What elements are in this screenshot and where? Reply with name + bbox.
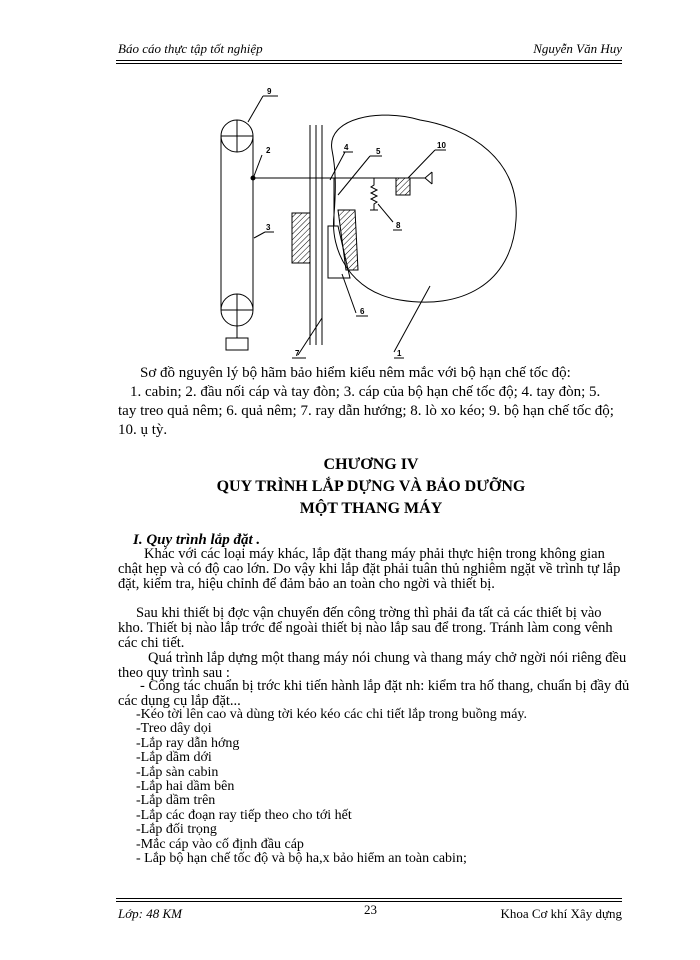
section-heading: I. Quy trình lắp đặt . bbox=[133, 532, 261, 548]
list-item: -Lắp sàn cabin bbox=[136, 764, 219, 780]
label-3: 3 bbox=[266, 223, 271, 232]
label-7: 7 bbox=[295, 349, 300, 358]
header-right: Nguyễn Văn Huy bbox=[533, 41, 622, 56]
label-5: 5 bbox=[376, 147, 381, 156]
list-item: -Lắp các đoạn ray tiếp theo cho tới hết bbox=[136, 807, 352, 823]
list-item: -Lắp hai dầm bên bbox=[136, 779, 235, 795]
caption-legend: 1. cabin; 2. đầu nối cáp và tay đòn; 3. cáp của bộ hạn chế tốc độ; 4. tay đòn; 5. tay treo quả nêm; 6. quả nêm; 7. ray dẫn hướng; 8. lò xo kéo; 9. bộ hạn chế tốc độ; 10. ụ tỳ. bbox=[118, 384, 614, 438]
list-item: -Lắp đối trọng bbox=[136, 822, 217, 838]
label-4: 4 bbox=[344, 143, 349, 152]
chapter-number: CHƯƠNG IV bbox=[323, 456, 419, 473]
chapter-title-line-1: QUY TRÌNH LẮP DỰNG VÀ BẢO DƯỠNG bbox=[216, 478, 526, 495]
label-10: 10 bbox=[437, 141, 446, 150]
footer-rule bbox=[116, 898, 622, 899]
paragraph-1: Khác với các loại máy khác, lắp đặt thang máy phải thực hiện trong không gian chật hẹp và có độ cao lớn. Do vậy khi lắp đặt phải tuân thủ nghiêm ngặt về trình tự lắp đặt, kiểm tra, hiệu chỉnh để đảm bảo an toàn cho ngời và thiết bị. bbox=[118, 546, 621, 592]
label-9: 9 bbox=[267, 87, 272, 96]
list-item: - Lắp bộ hạn chế tốc độ và bộ ha,x bảo hiểm an toàn cabin; bbox=[136, 851, 467, 867]
safety-brake-diagram bbox=[0, 0, 700, 370]
list-item: -Lắp dầm dới bbox=[136, 750, 212, 766]
cabin-outline bbox=[332, 115, 517, 302]
installation-steps-list bbox=[136, 708, 527, 866]
list-item: -Kéo tời lên cao và dùng tời kéo kéo các chi tiết lắp trong buồng máy. bbox=[136, 707, 528, 722]
list-item: -Treo dây dọi bbox=[136, 721, 212, 737]
label-8: 8 bbox=[396, 221, 401, 230]
paragraph-2: Sau khi thiết bị đợc vận chuyển đến công trờng thì phải đa tất cả các thiết bị vào kho. Thiết bị nào lắp trớc để ngoài thiết bị nào lắp sau để trong. Tránh làm cong vênh các chi tiết. bbox=[118, 605, 613, 651]
label-1: 1 bbox=[397, 349, 402, 358]
footer-faculty: Khoa Cơ khí Xây dựng bbox=[500, 906, 622, 921]
label-2: 2 bbox=[266, 146, 271, 155]
header-left: Báo cáo thực tập tốt nghiệp bbox=[118, 41, 263, 56]
list-item: -Lắp dầm trên bbox=[136, 793, 216, 809]
list-item: -Mắc cáp vào cố định đầu cáp bbox=[136, 836, 304, 852]
chapter-title-line-2: MỘT THANG MÁY bbox=[299, 500, 443, 517]
page-number: 23 bbox=[364, 902, 377, 917]
figure-caption bbox=[118, 364, 618, 440]
list-item: -Lắp ray dẫn hớng bbox=[136, 735, 240, 751]
footer-class: Lớp: 48 KM bbox=[118, 906, 182, 921]
label-6: 6 bbox=[360, 307, 365, 316]
paragraph-3: Quá trình lắp dựng một thang máy nói chung và thang máy chở ngời nói riêng đều theo quy trình sau : bbox=[118, 650, 627, 681]
caption-title: Sơ đồ nguyên lý bộ hãm bảo hiểm kiểu nêm mắc với bộ hạn chế tốc độ: bbox=[140, 365, 571, 381]
paragraph-4: - Công tác chuẩn bị trớc khi tiến hành lắp đặt nh: kiểm tra hố thang, chuẩn bị đầy đủ các dụng cụ lắp đặt... bbox=[118, 678, 630, 709]
